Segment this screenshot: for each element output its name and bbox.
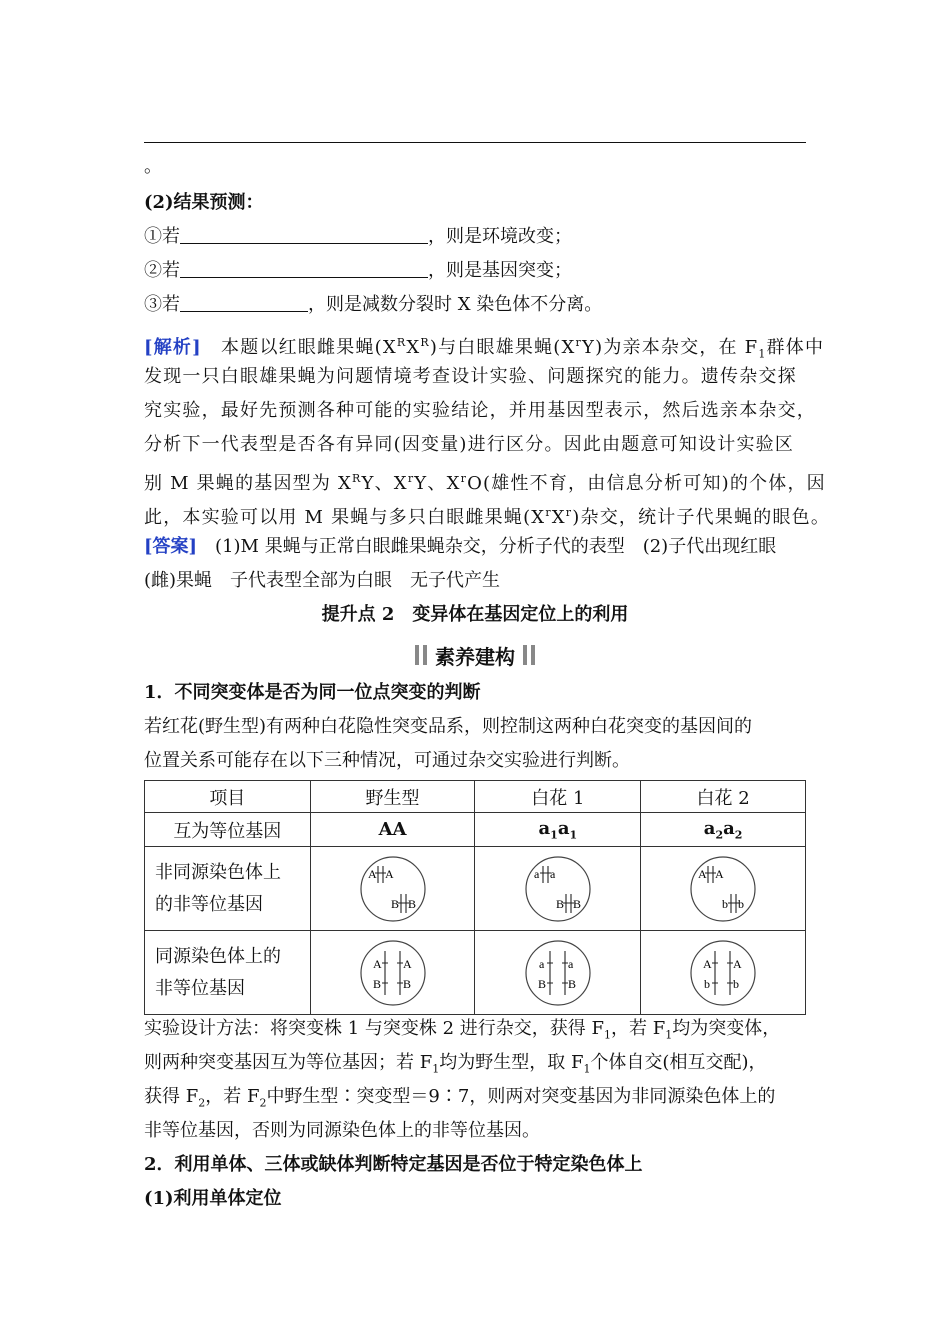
section-title: 提升点 2 变异体在基因定位上的利用 — [321, 604, 629, 625]
svg-text:A: A — [703, 956, 712, 971]
header-cell: 白花 1 — [475, 781, 641, 813]
analysis-line-4: 分析下一代表型是否各有异同(因变量)进行区分。因此由题意可知设计实验区 — [144, 434, 795, 455]
homologous-white2-diagram — [683, 935, 763, 1011]
homologous-white1-diagram — [518, 935, 598, 1011]
homologous-wild-diagram — [353, 935, 433, 1011]
nonhomologous-white1-diagram — [518, 851, 598, 927]
answer-line-2: (雌)果蝇 子代表型全部为白眼 无子代产生 — [144, 570, 501, 591]
svg-text:A: A — [367, 866, 377, 881]
diagram-cell — [310, 847, 475, 931]
analysis-line-1: [解析] 本题以红眼雌果蝇$(X^RX^R)$与白眼雄果蝇$(X^rY)$为亲本杂交，在 $F_1$群体中 — [144, 336, 825, 361]
analysis-tag: [解析] — [144, 337, 202, 358]
method-line-2: 则两种突变基因互为等位基因；若 $F_1$均为野生型，取 $F_1$个体自交(相互交配)， — [144, 1052, 767, 1076]
answer-line-1: [答案] (1)M 果蝇与正常白眼雌果蝇杂交，分析子代的表型 (2)子代出现红眼 — [144, 536, 777, 557]
svg-text:B: B — [567, 976, 576, 991]
method-line-3: 获得 $F_2$，若 $F_2$中野生型∶突变型＝9∶7，则两对突变基因为非同源染色体上的 — [144, 1086, 776, 1110]
fill-blank — [180, 223, 428, 244]
genotype-wild: AA — [310, 813, 475, 847]
result-item-3: ③若 ，则是减数分裂时 X 染色体不分离。 — [144, 288, 602, 322]
svg-text:a: a — [538, 956, 545, 971]
svg-text:A: A — [384, 866, 394, 881]
svg-text:A: A — [715, 866, 724, 881]
fill-blank — [180, 291, 308, 312]
diagram-cell — [641, 847, 806, 931]
row-label: 互为等位基因 — [145, 813, 311, 847]
period-mark: 。 — [144, 156, 162, 177]
svg-text:a: a — [533, 866, 540, 881]
diagram-cell — [475, 847, 641, 931]
svg-text:B: B — [555, 896, 564, 911]
svg-text:a: a — [549, 866, 556, 881]
result-item-1: ①若 ，则是环境改变； — [144, 220, 572, 254]
table-row — [145, 847, 806, 931]
svg-text:b: b — [722, 896, 729, 911]
analysis-line-2: 发现一只白眼雄果蝇为问题情境考查设计实验、问题探究的能力。遗传杂交探 — [144, 366, 797, 387]
nonhomologous-wild-diagram — [353, 851, 433, 927]
svg-text:a: a — [567, 956, 574, 971]
analysis-line-3: 究实验，最好先预测各种可能的实验结论，并用基因型表示，然后选亲本杂交， — [144, 400, 816, 421]
table-header-row — [145, 781, 806, 813]
svg-text:B: B — [372, 976, 381, 991]
svg-text:b: b — [738, 896, 745, 911]
svg-text:B: B — [390, 896, 399, 911]
header-cell: 项目 — [145, 781, 311, 813]
point1-text-2: 位置关系可能存在以下三种情况，可通过杂交实验进行判断。 — [144, 750, 630, 771]
svg-text:B: B — [537, 976, 546, 991]
genotype-white1: $a_1a_1$ — [475, 813, 641, 847]
svg-text:A: A — [402, 956, 412, 971]
svg-text:A: A — [372, 956, 382, 971]
table-row — [145, 813, 806, 847]
point2-sub: (1)利用单体定位 — [144, 1188, 282, 1209]
answer-blank-line — [144, 142, 806, 143]
results-heading: (2)结果预测： — [144, 192, 264, 213]
table-row — [145, 931, 806, 1015]
analysis-line-6: 此，本实验可以用 M 果蝇与多只白眼雌果蝇$(X^rX^r)$杂交，统计子代果蝇的眼色。 — [144, 506, 831, 528]
genotype-table — [144, 780, 806, 1015]
row-label: 同源染色体上的 非等位基因 — [145, 931, 311, 1015]
svg-text:A: A — [733, 956, 742, 971]
svg-text:b: b — [733, 976, 740, 991]
section-banner — [404, 640, 546, 670]
fill-blank — [180, 257, 428, 278]
analysis-line-5: 别 M 果蝇的基因型为 $X^RY$、$X^rY$、$X^rO$(雄性不育，由信息分析可知)的个体，因 — [144, 472, 826, 494]
svg-text:B: B — [572, 896, 581, 911]
svg-text:A: A — [698, 866, 707, 881]
svg-text:B: B — [407, 896, 416, 911]
diagram-cell — [475, 931, 641, 1015]
header-cell: 白花 2 — [641, 781, 806, 813]
banner-label: 素养建构 — [435, 644, 515, 669]
svg-text:b: b — [704, 976, 711, 991]
svg-text:B: B — [402, 976, 411, 991]
point1-text-1: 若红花(野生型)有两种白花隐性突变品系，则控制这两种白花突变的基因间的 — [144, 716, 753, 737]
point2-title: 2．利用单体、三体或缺体判断特定基因是否位于特定染色体上 — [144, 1154, 643, 1175]
result-item-2: ②若 ，则是基因突变； — [144, 254, 572, 288]
point1-title: 1．不同突变体是否为同一位点突变的判断 — [144, 682, 481, 703]
header-cell: 野生型 — [310, 781, 475, 813]
genotype-white2: $a_2a_2$ — [641, 813, 806, 847]
diagram-cell — [641, 931, 806, 1015]
answer-tag: [答案] — [144, 536, 198, 557]
row-label: 非同源染色体上 的非等位基因 — [145, 847, 311, 931]
diagram-cell — [310, 931, 475, 1015]
method-line-4: 非等位基因，否则为同源染色体上的非等位基因。 — [144, 1120, 540, 1141]
nonhomologous-white2-diagram — [683, 851, 763, 927]
method-line-1: 实验设计方法：将突变株 1 与突变株 2 进行杂交，获得 $F_1$，若 $F_1$均为突变体， — [144, 1018, 781, 1042]
